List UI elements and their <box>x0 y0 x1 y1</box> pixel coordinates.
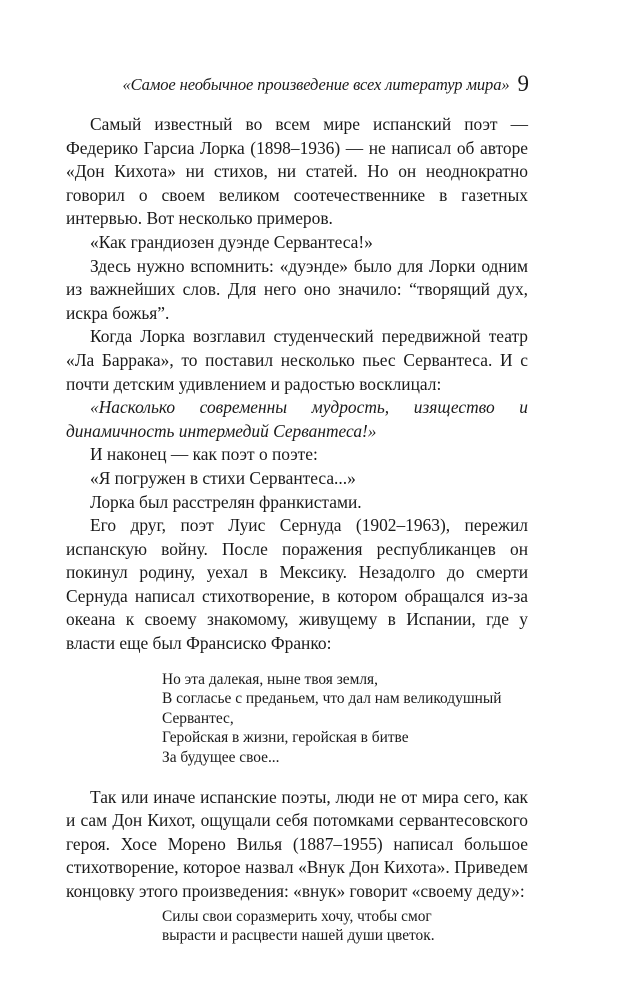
paragraph-poet-on-poet: И наконец — как поэт о поэте: <box>90 444 318 465</box>
paragraph-la-barraca: Когда Лорка возглавил студенческий передвижной театр «Ла Баррака», то поставил несколько пьес Сервантеса. И с почти детским удивлением и радостью восклицал: <box>66 326 528 394</box>
paragraph-lorca-shot: Лорка был расстрелян франкистами. <box>90 491 362 512</box>
poem-moreno-villa <box>162 907 528 946</box>
poem-line: Сервантес, <box>162 709 234 727</box>
quote-immersed: «Я погружен в стихи Сервантеса...» <box>90 467 356 488</box>
quote-interludes: «Насколько современны мудрость, изящество и динамичность интермедий Сервантеса!» <box>66 397 528 441</box>
page-body <box>66 113 528 946</box>
page-number: 9 <box>517 71 529 96</box>
paragraph-cernuda: Его друг, поэт Луис Сернуда (1902–1963), пережил испанскую войну. После поражения республиканцев он покинул родину, уехал в Мексику. Незадолго до смерти Сернуда написал стихотворение, в котором обращался из-за океана к своему знакомому, живущему в Испании, где у власти еще был Франсиско Франко: <box>66 515 528 654</box>
paragraph-lorca-intro: Самый известный во всем мире испанский поэт — Федерико Гарсиа Лорка (1898–1936) — не написал об авторе «Дон Кихота» ни стихов, ни статей. Но он неоднократно говорил о своем великом соотечественнике в газетных интервью. Вот несколько примеров. <box>66 114 528 229</box>
paragraph-duende-meaning: Здесь нужно вспомнить: «дуэнде» было для Лорки одним из важнейших слов. Для него оно значило: “творящий дух, искра божья”. <box>66 255 528 323</box>
poem-line: Силы свои соразмерить хочу, чтобы смог <box>162 907 432 925</box>
poem-line: Геройская в жизни, геройская в битве <box>162 729 409 747</box>
poem-line: вырасти и расцвести нашей души цветок. <box>162 927 435 945</box>
running-title: «Самое необычное произведение всех литератур мира» <box>122 75 510 94</box>
running-header <box>0 70 529 96</box>
paragraph-moreno-villa: Так или иначе испанские поэты, люди не от мира сего, как и сам Дон Кихот, ощущали себя потомками сервантесовского героя. Хосе Морено Вилья (1887–1955) написал большое стихотворение, которое назвал «Внук Дон Кихота». Приведем концовку этого произведения: «внук» говорит «своему деду»: <box>66 786 528 901</box>
poem-cernuda <box>162 670 528 768</box>
quote-duende: «Как грандиозен дуэнде Сервантеса!» <box>90 231 373 252</box>
poem-line: В согласье с преданьем, что дал нам великодушный <box>162 690 502 708</box>
poem-line: Но эта далекая, ныне твоя земля, <box>162 670 378 688</box>
poem-line: За будущее свое... <box>162 749 280 767</box>
